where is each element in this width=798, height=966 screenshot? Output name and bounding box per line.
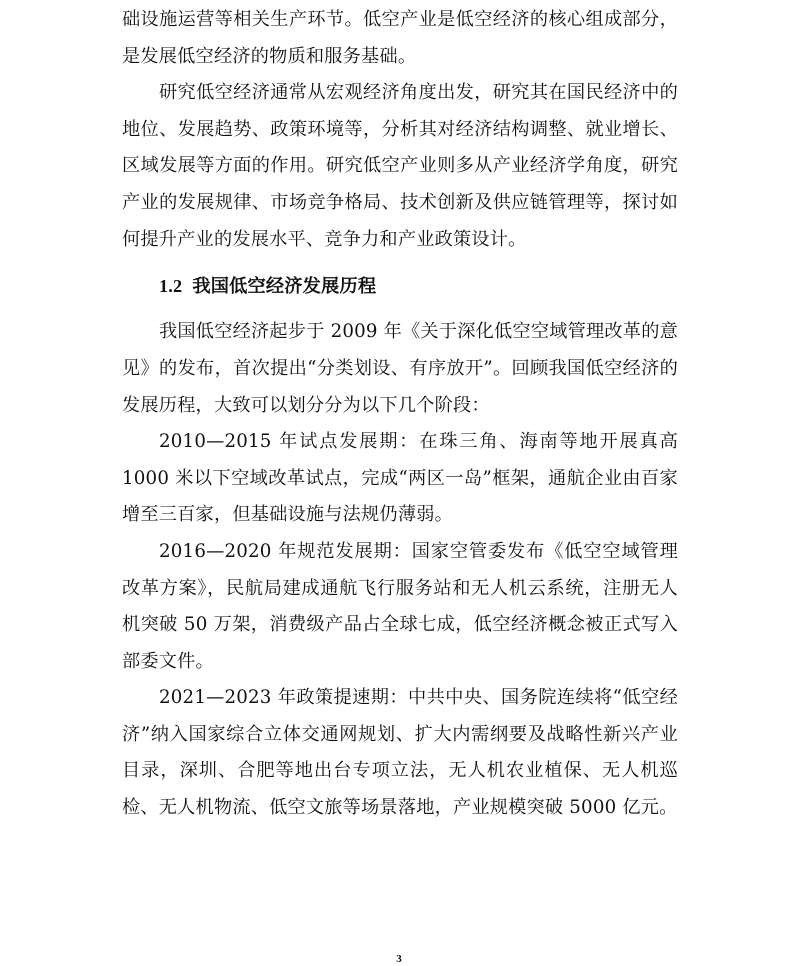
section-title: 我国低空经济发展历程	[192, 275, 377, 297]
page-number: 3	[396, 953, 402, 965]
body-text	[122, 2, 678, 827]
paragraph-4: 2010—2015 年试点发展期：在珠三角、海南等地开展真高 1000 米以下空域改革试点，完成“两区一岛”框架，通航企业由百家增至三百家，但基础设施与法规仍薄弱。	[122, 431, 678, 526]
paragraph-6: 2021—2023 年政策提速期：中共中央、国务院连续将“低空经济”纳入国家综合立体交通网规划、扩大内需纲要及战略性新兴产业目录，深圳、合肥等地出台专项立法，无人机农业植保、无人机巡检、无人机物流、低空文旅等场景落地，产业规模突破 5000 亿元。	[122, 687, 678, 819]
paragraph-1: 础设施运营等相关生产环节。低空产业是低空经济的核心组成部分，是发展低空经济的物质和服务基础。	[122, 9, 678, 67]
section-number: 1.2	[159, 275, 183, 296]
section-heading	[122, 268, 678, 305]
spacer	[122, 258, 678, 268]
paragraph-3: 我国低空经济起步于 2009 年《关于深化低空空域管理改革的意见》的发布，首次提出“分类划设、有序放开”。回顾我国低空经济的发展历程，大致可以划分分为以下几个阶段：	[122, 321, 678, 416]
paragraph-2: 研究低空经济通常从宏观经济角度出发，研究其在国民经济中的地位、发展趋势、政策环境等，分析其对经济结构调整、就业增长、区域发展等方面的作用。研究低空产业则多从产业经济学角度，研究产业的发展规律、市场竞争格局、技术创新及供应链管理等，探讨如何提升产业的发展水平、竞争力和产业政策设计。	[122, 82, 678, 250]
paragraph-5: 2016—2020 年规范发展期：国家空管委发布《低空空域管理改革方案》，民航局建成通航飞行服务站和无人机云系统，注册无人机突破 50 万架，消费级产品占全球七成，低空经济概念被正式写入部委文件。	[122, 540, 678, 672]
spacer	[122, 305, 678, 315]
